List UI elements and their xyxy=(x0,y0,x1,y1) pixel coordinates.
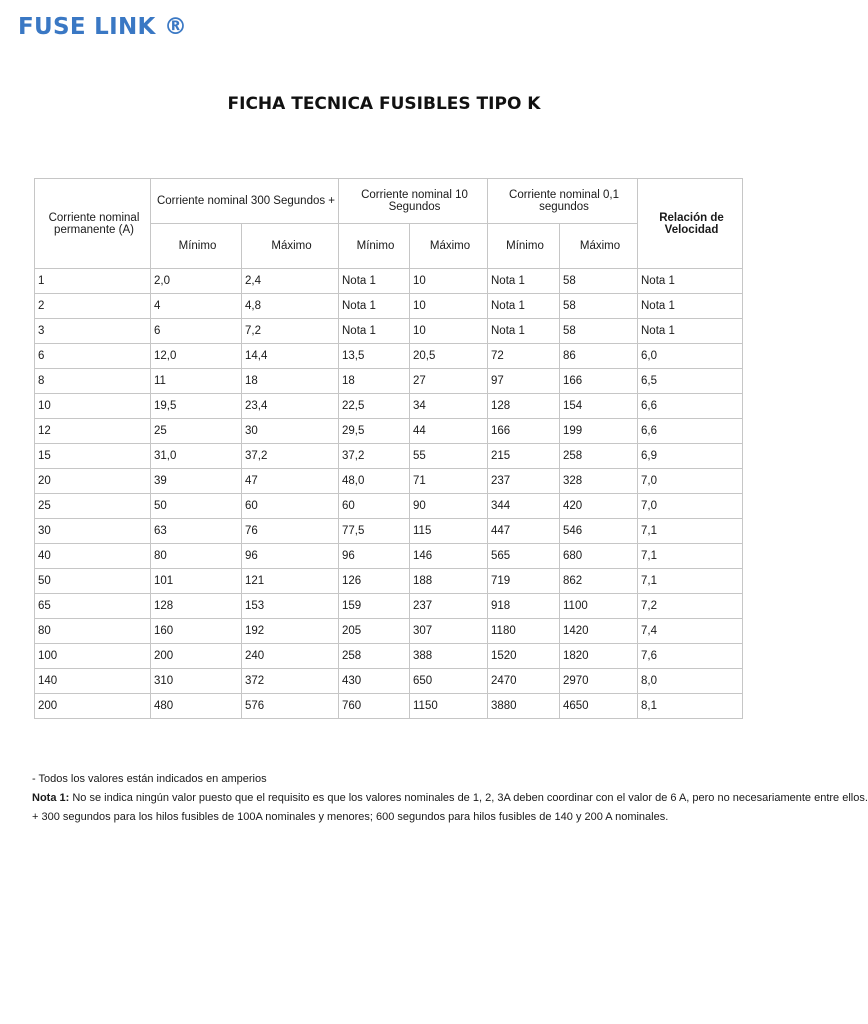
cell-min-300s: 128 xyxy=(151,594,242,619)
cell-min-10s: 18 xyxy=(339,369,410,394)
note-1-text: No se indica ningún valor puesto que el requisito es que los valores nominales de 1, 2, 3A deben coordinar con el valor de 6 A, pero no necesariamente entre ellos. xyxy=(69,792,868,804)
table-row xyxy=(35,469,743,494)
cell-min-300s: 160 xyxy=(151,619,242,644)
cell-min-01s: 72 xyxy=(488,344,560,369)
cell-min-01s: 447 xyxy=(488,519,560,544)
cell-max-10s: 237 xyxy=(410,594,488,619)
table-row xyxy=(35,694,743,719)
cell-speed-ratio: 7,1 xyxy=(638,569,743,594)
cell-max-10s: 307 xyxy=(410,619,488,644)
cell-max-01s: 680 xyxy=(560,544,638,569)
cell-rated-current: 80 xyxy=(35,619,151,644)
cell-rated-current: 12 xyxy=(35,419,151,444)
cell-speed-ratio: 7,4 xyxy=(638,619,743,644)
cell-min-01s: 97 xyxy=(488,369,560,394)
table-row xyxy=(35,594,743,619)
cell-speed-ratio: Nota 1 xyxy=(638,319,743,344)
cell-speed-ratio: 7,2 xyxy=(638,594,743,619)
cell-min-10s: Nota 1 xyxy=(339,294,410,319)
cell-max-01s: 4650 xyxy=(560,694,638,719)
cell-max-10s: 27 xyxy=(410,369,488,394)
page-title: FICHA TECNICA FUSIBLES TIPO K xyxy=(227,94,541,114)
table-row xyxy=(35,269,743,294)
cell-max-300s: 4,8 xyxy=(242,294,339,319)
cell-min-10s: 430 xyxy=(339,669,410,694)
cell-rated-current: 1 xyxy=(35,269,151,294)
cell-rated-current: 200 xyxy=(35,694,151,719)
cell-max-10s: 90 xyxy=(410,494,488,519)
cell-speed-ratio: 7,6 xyxy=(638,644,743,669)
cell-min-10s: 159 xyxy=(339,594,410,619)
cell-max-10s: 10 xyxy=(410,269,488,294)
table-row xyxy=(35,519,743,544)
cell-min-300s: 25 xyxy=(151,419,242,444)
cell-rated-current: 140 xyxy=(35,669,151,694)
cell-min-01s: 344 xyxy=(488,494,560,519)
cell-min-01s: 3880 xyxy=(488,694,560,719)
cell-rated-current: 10 xyxy=(35,394,151,419)
cell-min-10s: Nota 1 xyxy=(339,319,410,344)
subheader-max-300s: Máximo xyxy=(242,224,339,269)
cell-max-10s: 44 xyxy=(410,419,488,444)
cell-min-300s: 12,0 xyxy=(151,344,242,369)
cell-min-01s: 1180 xyxy=(488,619,560,644)
subheader-max-01s: Máximo xyxy=(560,224,638,269)
cell-min-01s: 918 xyxy=(488,594,560,619)
cell-min-300s: 19,5 xyxy=(151,394,242,419)
cell-max-01s: 1820 xyxy=(560,644,638,669)
cell-min-01s: 215 xyxy=(488,444,560,469)
cell-min-300s: 4 xyxy=(151,294,242,319)
cell-min-300s: 2,0 xyxy=(151,269,242,294)
cell-rated-current: 15 xyxy=(35,444,151,469)
cell-min-01s: 565 xyxy=(488,544,560,569)
cell-speed-ratio: Nota 1 xyxy=(638,269,743,294)
brand-logo: FUSE LINK ® xyxy=(18,14,188,40)
cell-rated-current: 30 xyxy=(35,519,151,544)
cell-speed-ratio: 7,0 xyxy=(638,469,743,494)
table-row xyxy=(35,444,743,469)
table-row xyxy=(35,544,743,569)
header-group-01s: Corriente nominal 0,1 segundos xyxy=(488,179,638,224)
cell-min-01s: 128 xyxy=(488,394,560,419)
table-row xyxy=(35,344,743,369)
note-1-label: Nota 1: xyxy=(32,792,70,804)
cell-min-10s: 37,2 xyxy=(339,444,410,469)
cell-max-300s: 60 xyxy=(242,494,339,519)
cell-max-01s: 2970 xyxy=(560,669,638,694)
cell-speed-ratio: 6,6 xyxy=(638,394,743,419)
cell-min-01s: 166 xyxy=(488,419,560,444)
table-row xyxy=(35,419,743,444)
cell-min-10s: 22,5 xyxy=(339,394,410,419)
cell-min-10s: 258 xyxy=(339,644,410,669)
cell-max-10s: 55 xyxy=(410,444,488,469)
cell-max-01s: 862 xyxy=(560,569,638,594)
cell-max-300s: 576 xyxy=(242,694,339,719)
cell-max-01s: 546 xyxy=(560,519,638,544)
cell-min-300s: 11 xyxy=(151,369,242,394)
header-group-10s: Corriente nominal 10 Segundos xyxy=(339,179,488,224)
cell-min-300s: 200 xyxy=(151,644,242,669)
cell-rated-current: 50 xyxy=(35,569,151,594)
subheader-min-01s: Mínimo xyxy=(488,224,560,269)
cell-min-10s: 13,5 xyxy=(339,344,410,369)
header-group-300s: Corriente nominal 300 Segundos + xyxy=(151,179,339,224)
cell-min-10s: 48,0 xyxy=(339,469,410,494)
cell-rated-current: 100 xyxy=(35,644,151,669)
cell-min-01s: Nota 1 xyxy=(488,269,560,294)
table-row xyxy=(35,494,743,519)
cell-speed-ratio: 6,0 xyxy=(638,344,743,369)
cell-max-300s: 76 xyxy=(242,519,339,544)
note-units: - Todos los valores están indicados en amperios xyxy=(32,773,267,785)
cell-min-300s: 310 xyxy=(151,669,242,694)
cell-speed-ratio: 7,1 xyxy=(638,519,743,544)
cell-max-10s: 10 xyxy=(410,319,488,344)
cell-min-300s: 480 xyxy=(151,694,242,719)
cell-max-300s: 23,4 xyxy=(242,394,339,419)
cell-max-10s: 188 xyxy=(410,569,488,594)
cell-speed-ratio: 6,9 xyxy=(638,444,743,469)
cell-min-300s: 63 xyxy=(151,519,242,544)
cell-max-01s: 154 xyxy=(560,394,638,419)
cell-max-01s: 1100 xyxy=(560,594,638,619)
cell-rated-current: 2 xyxy=(35,294,151,319)
subheader-min-300s: Mínimo xyxy=(151,224,242,269)
cell-rated-current: 3 xyxy=(35,319,151,344)
cell-min-300s: 80 xyxy=(151,544,242,569)
cell-rated-current: 8 xyxy=(35,369,151,394)
cell-speed-ratio: 8,0 xyxy=(638,669,743,694)
cell-max-300s: 153 xyxy=(242,594,339,619)
table-row xyxy=(35,294,743,319)
cell-min-300s: 50 xyxy=(151,494,242,519)
cell-max-01s: 328 xyxy=(560,469,638,494)
cell-max-01s: 420 xyxy=(560,494,638,519)
cell-rated-current: 40 xyxy=(35,544,151,569)
cell-max-300s: 37,2 xyxy=(242,444,339,469)
cell-speed-ratio: 7,0 xyxy=(638,494,743,519)
cell-speed-ratio: 8,1 xyxy=(638,694,743,719)
cell-min-300s: 31,0 xyxy=(151,444,242,469)
cell-rated-current: 25 xyxy=(35,494,151,519)
cell-speed-ratio: 6,6 xyxy=(638,419,743,444)
cell-max-01s: 199 xyxy=(560,419,638,444)
cell-rated-current: 6 xyxy=(35,344,151,369)
cell-min-10s: 60 xyxy=(339,494,410,519)
cell-max-10s: 34 xyxy=(410,394,488,419)
cell-speed-ratio: 6,5 xyxy=(638,369,743,394)
cell-max-10s: 1150 xyxy=(410,694,488,719)
cell-min-01s: 237 xyxy=(488,469,560,494)
cell-max-01s: 86 xyxy=(560,344,638,369)
cell-max-01s: 58 xyxy=(560,294,638,319)
cell-min-10s: 205 xyxy=(339,619,410,644)
cell-min-01s: 1520 xyxy=(488,644,560,669)
cell-max-01s: 258 xyxy=(560,444,638,469)
header-speed-ratio: Relación de Velocidad xyxy=(638,179,743,269)
table-row xyxy=(35,319,743,344)
table-row xyxy=(35,394,743,419)
header-rated-current: Corriente nominal permanente (A) xyxy=(35,179,151,269)
cell-max-10s: 650 xyxy=(410,669,488,694)
cell-max-300s: 30 xyxy=(242,419,339,444)
table-row xyxy=(35,369,743,394)
cell-max-10s: 20,5 xyxy=(410,344,488,369)
cell-max-01s: 166 xyxy=(560,369,638,394)
cell-min-10s: Nota 1 xyxy=(339,269,410,294)
cell-rated-current: 65 xyxy=(35,594,151,619)
cell-min-10s: 760 xyxy=(339,694,410,719)
table-row xyxy=(35,669,743,694)
cell-max-01s: 58 xyxy=(560,269,638,294)
note-1 xyxy=(32,789,868,808)
cell-max-10s: 10 xyxy=(410,294,488,319)
cell-max-300s: 192 xyxy=(242,619,339,644)
cell-min-01s: 2470 xyxy=(488,669,560,694)
cell-max-300s: 14,4 xyxy=(242,344,339,369)
cell-max-300s: 121 xyxy=(242,569,339,594)
cell-max-300s: 47 xyxy=(242,469,339,494)
cell-max-300s: 2,4 xyxy=(242,269,339,294)
cell-min-01s: Nota 1 xyxy=(488,319,560,344)
cell-max-10s: 146 xyxy=(410,544,488,569)
cell-min-01s: Nota 1 xyxy=(488,294,560,319)
cell-max-10s: 71 xyxy=(410,469,488,494)
cell-min-10s: 77,5 xyxy=(339,519,410,544)
table-body xyxy=(35,269,743,719)
cell-min-10s: 96 xyxy=(339,544,410,569)
cell-max-10s: 115 xyxy=(410,519,488,544)
cell-min-10s: 126 xyxy=(339,569,410,594)
fuse-spec-table xyxy=(34,178,743,719)
cell-max-300s: 372 xyxy=(242,669,339,694)
cell-min-300s: 101 xyxy=(151,569,242,594)
cell-rated-current: 20 xyxy=(35,469,151,494)
cell-min-300s: 39 xyxy=(151,469,242,494)
subheader-min-10s: Mínimo xyxy=(339,224,410,269)
cell-speed-ratio: Nota 1 xyxy=(638,294,743,319)
cell-max-01s: 1420 xyxy=(560,619,638,644)
notes-section xyxy=(32,770,868,827)
subheader-max-10s: Máximo xyxy=(410,224,488,269)
cell-max-300s: 18 xyxy=(242,369,339,394)
note-seconds: + 300 segundos para los hilos fusibles de 100A nominales y menores; 600 segundos para hilos fusibles de 140 y 200 A nominales. xyxy=(32,811,669,823)
table-row xyxy=(35,569,743,594)
table-row xyxy=(35,644,743,669)
cell-min-300s: 6 xyxy=(151,319,242,344)
cell-max-300s: 7,2 xyxy=(242,319,339,344)
cell-max-300s: 96 xyxy=(242,544,339,569)
cell-max-300s: 240 xyxy=(242,644,339,669)
cell-min-10s: 29,5 xyxy=(339,419,410,444)
cell-max-01s: 58 xyxy=(560,319,638,344)
table-row xyxy=(35,619,743,644)
cell-min-01s: 719 xyxy=(488,569,560,594)
cell-speed-ratio: 7,1 xyxy=(638,544,743,569)
cell-max-10s: 388 xyxy=(410,644,488,669)
